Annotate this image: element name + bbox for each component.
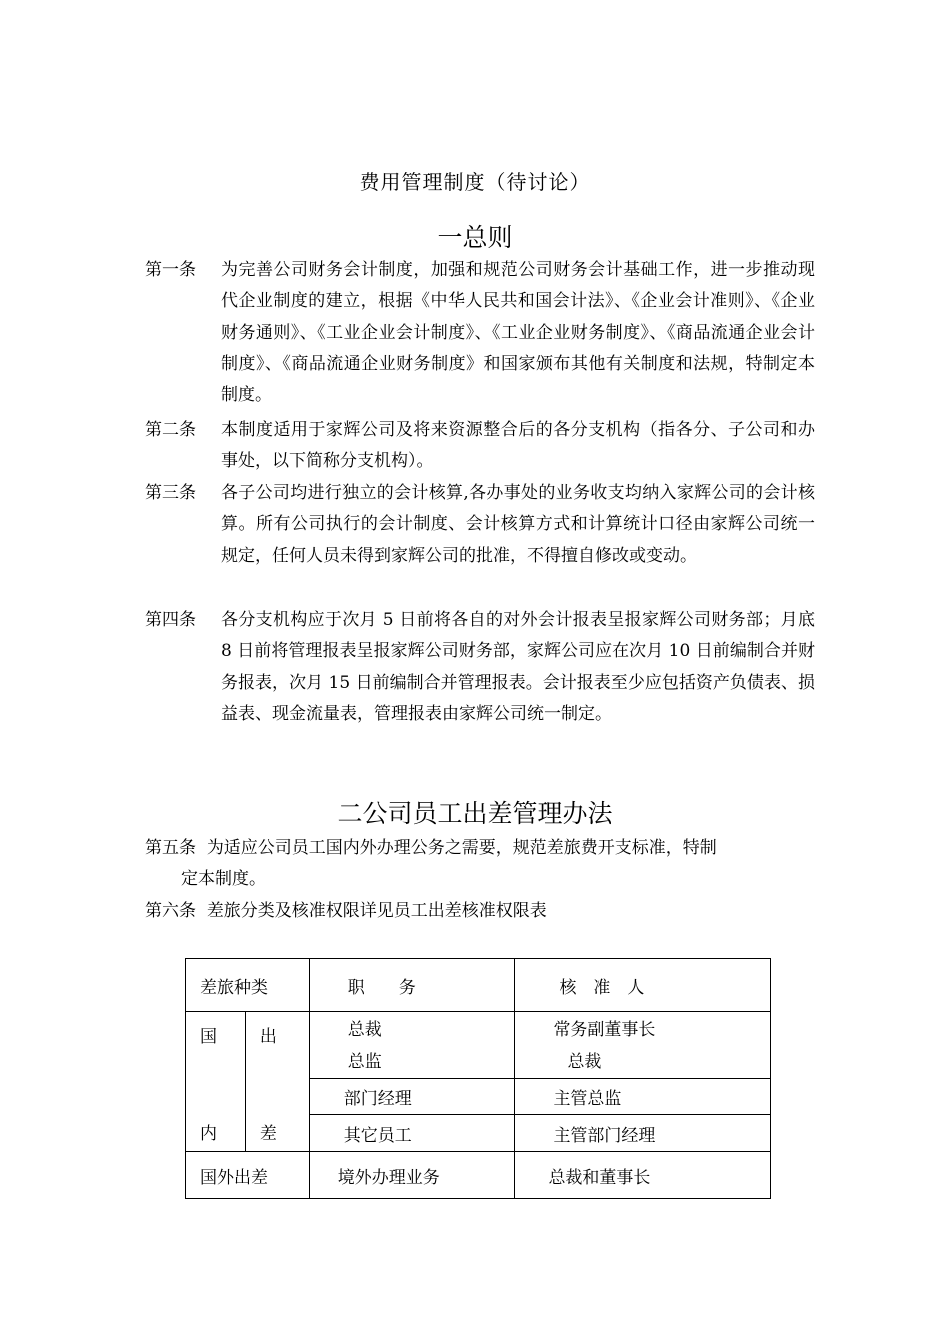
approver-cell: 总裁和董事长 bbox=[515, 1152, 771, 1199]
position-name: 总监 bbox=[347, 1052, 382, 1072]
article-text-continuation: 定本制度。 bbox=[181, 869, 266, 889]
section-heading-general: 一总则 bbox=[437, 223, 513, 252]
article-2 bbox=[145, 415, 815, 478]
domestic-char-top-right: 出 bbox=[259, 1027, 277, 1047]
approver-cell: 主管部门经理 bbox=[515, 1115, 771, 1152]
article-text: 本制度适用于家辉公司及将来资源整合后的各分支机构（指各分、子公司和办事处，以下简称分支机构）。 bbox=[221, 420, 815, 472]
article-text: 各子公司均进行独立的会计核算,各办事处的业务收支均纳入家辉公司的会计核算。所有公司执行的会计制度、会计核算方式和计算统计口径由家辉公司统一规定，任何人员未得到家辉公司的批准，不得擅自修改或变动。 bbox=[221, 483, 815, 566]
header-approver: 核 准 人 bbox=[515, 959, 771, 1012]
approver-name: 常务副董事长 bbox=[553, 1020, 656, 1040]
position-cell bbox=[309, 1012, 515, 1079]
domestic-label-left bbox=[186, 1012, 246, 1152]
domestic-label-right bbox=[245, 1012, 309, 1152]
article-1 bbox=[145, 255, 815, 411]
article-number: 第六条 bbox=[145, 901, 196, 921]
article-number: 第二条 bbox=[145, 420, 196, 440]
document-title: 费用管理制度（待讨论） bbox=[359, 170, 591, 194]
position-cell: 其它员工 bbox=[309, 1115, 515, 1152]
article-number: 第四条 bbox=[145, 610, 196, 630]
approver-cell: 主管总监 bbox=[515, 1079, 771, 1115]
article-text: 差旅分类及核准权限详见员工出差核准权限表 bbox=[206, 901, 547, 921]
travel-approval-table bbox=[185, 958, 771, 1199]
approver-name: 总裁 bbox=[567, 1052, 602, 1072]
article-text: 为完善公司财务会计制度，加强和规范公司财务会计基础工作，进一步推动现代企业制度的建立，根据《中华人民共和国会计法》、《企业会计准则》、《企业财务通则》、《工业企业会计制度》、《工业企业财务制度》、《商品流通企业会计制度》、《商品流通企业财务制度》和国家颁布其他有关制度和法规，特制定本制度。 bbox=[221, 260, 815, 406]
table-header-row bbox=[186, 959, 771, 1012]
domestic-char-top: 国 bbox=[200, 1027, 217, 1047]
article-5 bbox=[145, 833, 805, 895]
article-3 bbox=[145, 478, 815, 572]
article-number: 第五条 bbox=[145, 838, 196, 858]
position-name: 总裁 bbox=[347, 1020, 382, 1040]
article-number: 第三条 bbox=[145, 483, 196, 503]
position-cell: 境外办理业务 bbox=[309, 1152, 515, 1199]
domestic-char-bottom: 内 bbox=[200, 1124, 217, 1144]
table-row-foreign bbox=[186, 1152, 771, 1199]
approver-cell bbox=[515, 1012, 771, 1079]
domestic-char-bottom-right: 差 bbox=[259, 1124, 277, 1144]
article-6 bbox=[145, 896, 805, 927]
foreign-travel-type: 国外出差 bbox=[186, 1152, 310, 1199]
header-travel-type: 差旅种类 bbox=[186, 959, 310, 1012]
position-cell: 部门经理 bbox=[309, 1079, 515, 1115]
article-text: 各分支机构应于次月 5 日前将各自的对外会计报表呈报家辉公司财务部；月底 8 日前将管理报表呈报家辉公司财务部，家辉公司应在次月 10 日前编制合并财务报表，次月 15 日前编制合并管理报表。会计报表至少应包括资产负债表、损益表、现金流量表，管理报表由家辉公司统一制定。 bbox=[221, 610, 815, 724]
section-heading-travel: 二公司员工出差管理办法 bbox=[337, 799, 613, 828]
table-row bbox=[186, 1012, 771, 1079]
article-4 bbox=[145, 605, 815, 730]
article-number: 第一条 bbox=[145, 260, 196, 280]
article-text: 为适应公司员工国内外办理公务之需要，规范差旅费开支标准，特制 bbox=[206, 838, 717, 858]
header-position: 职 务 bbox=[309, 959, 515, 1012]
